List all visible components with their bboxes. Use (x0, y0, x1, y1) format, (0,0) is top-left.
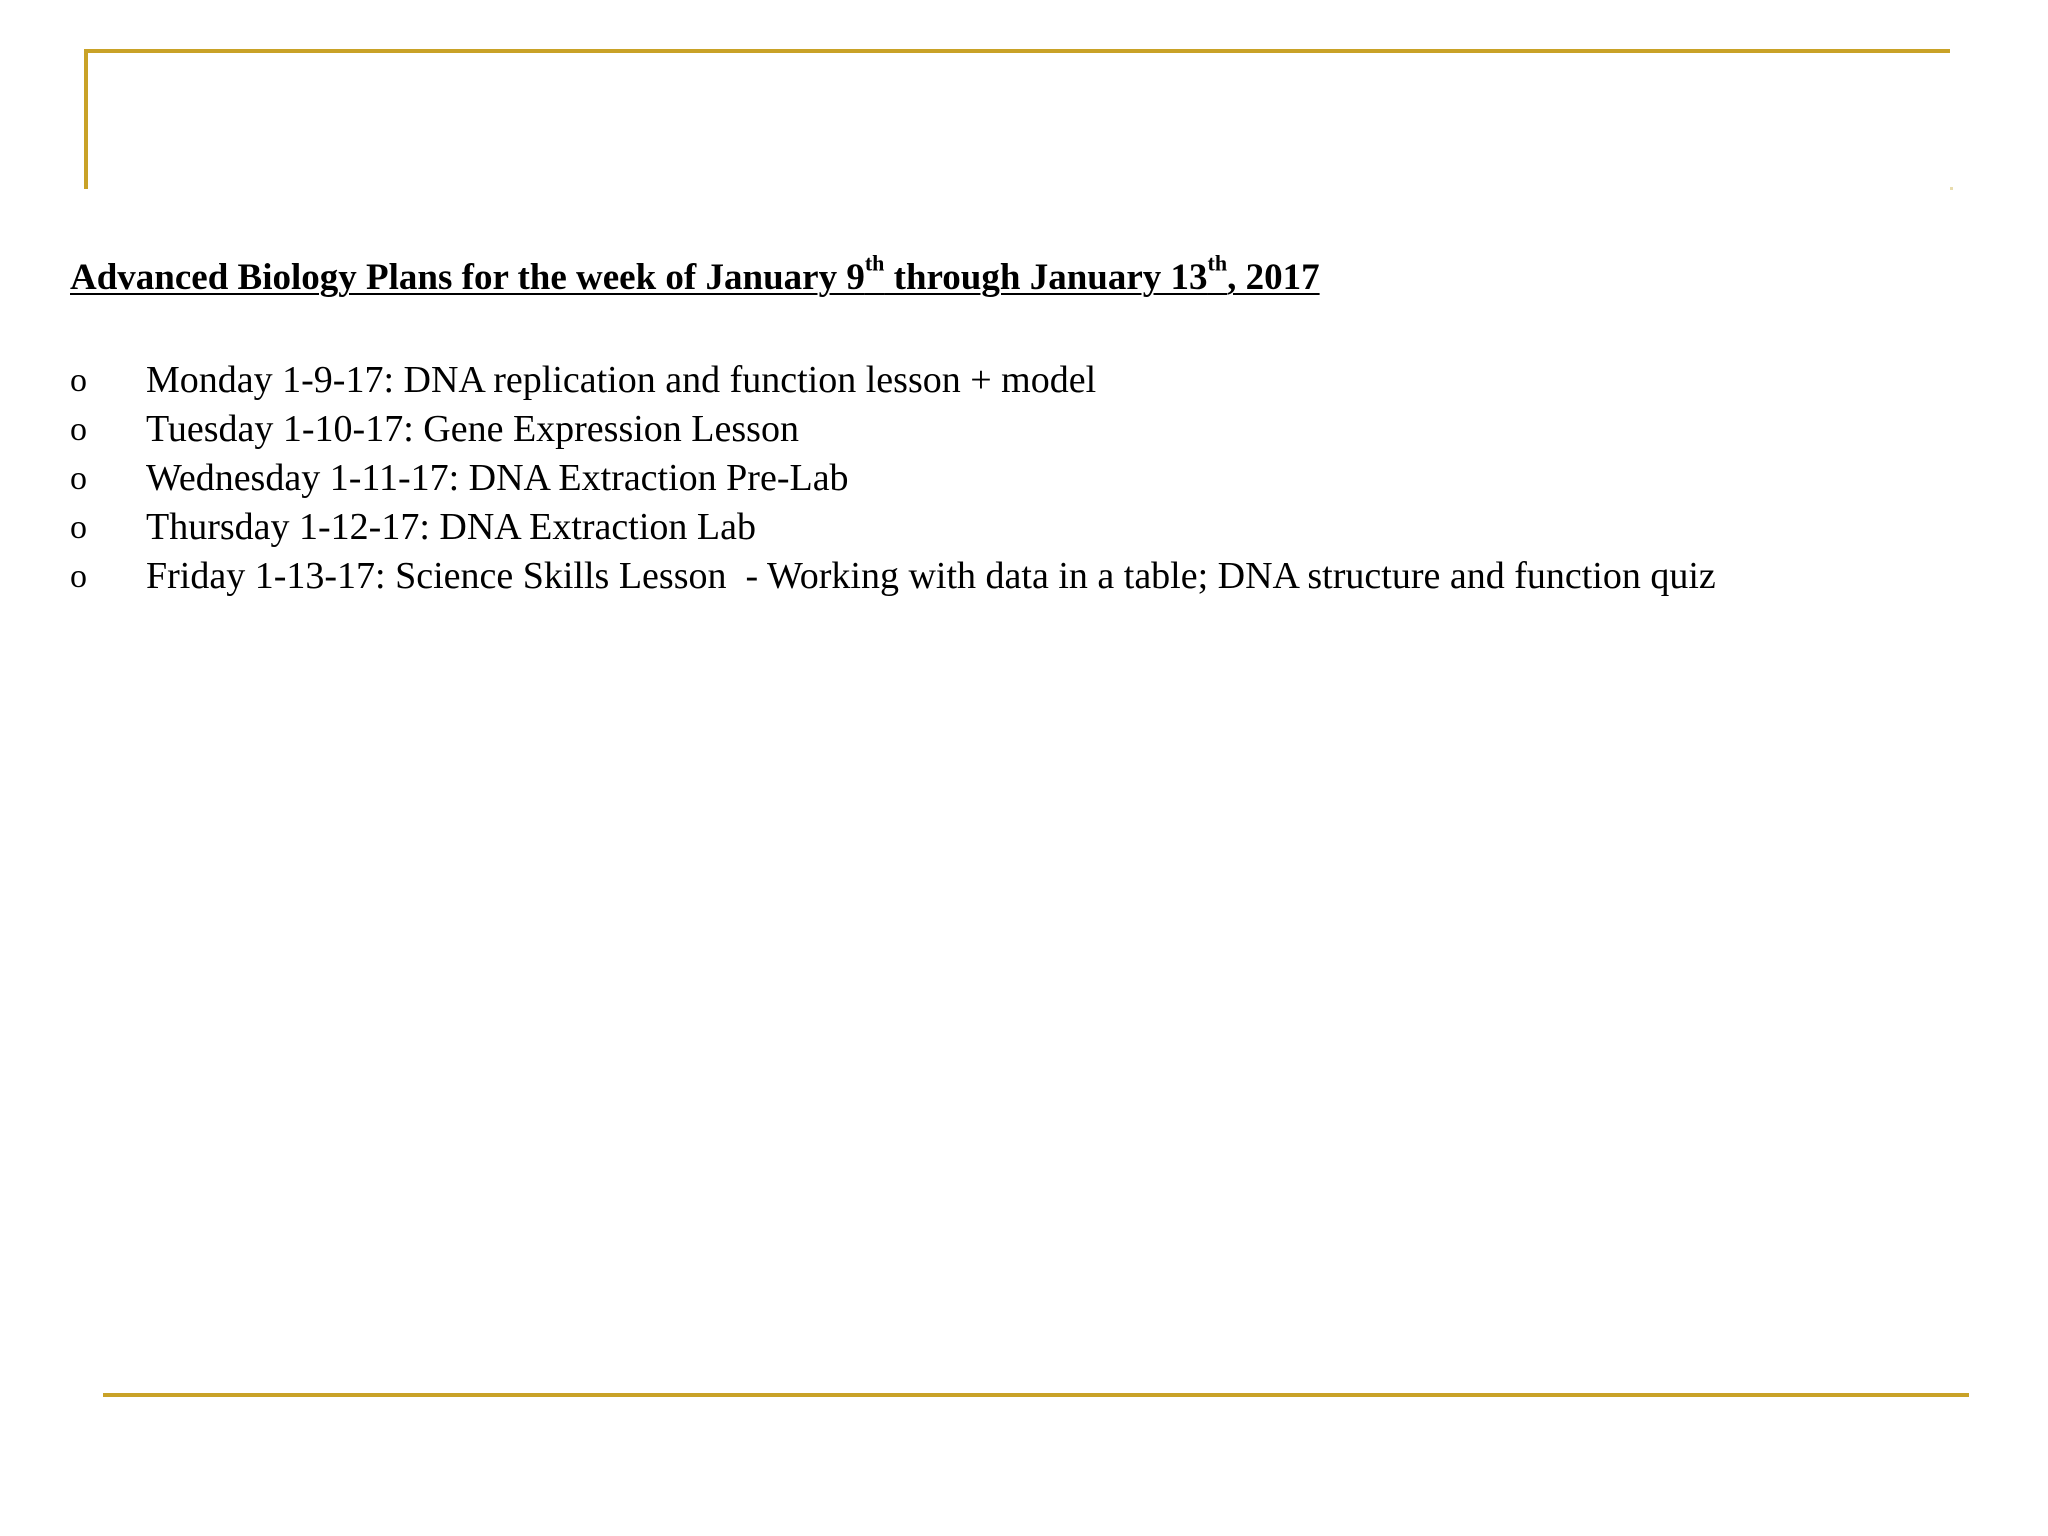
plan-item-text: Friday 1-13-17: Science Skills Lesson - Working with data in a table; DNA structure and function quiz (146, 555, 1716, 597)
title-part-1: Advanced Biology Plans for the week of January 9 (70, 257, 865, 298)
title-part-3: , 2017 (1227, 257, 1320, 298)
page-title (70, 250, 1320, 300)
bullet-icon: o (70, 509, 87, 546)
title-superscript-1: th (864, 250, 885, 276)
frame-left-rule (84, 49, 88, 189)
plan-item-thursday (70, 503, 756, 552)
plan-item-text: Thursday 1-12-17: DNA Extraction Lab (146, 506, 756, 548)
title-superscript-2: th (1207, 250, 1228, 276)
plan-item-wednesday (70, 454, 849, 503)
title-part-2: through January 13 (884, 257, 1208, 298)
plan-item-text: Wednesday 1-11-17: DNA Extraction Pre-Lab (146, 457, 849, 499)
plan-list (70, 356, 1716, 601)
plan-item-text: Monday 1-9-17: DNA replication and function lesson + model (146, 359, 1097, 401)
frame-bottom-rule (103, 1393, 1969, 1397)
plan-item-tuesday (70, 405, 799, 454)
frame-top-rule (84, 49, 1950, 53)
bullet-icon: o (70, 362, 87, 399)
bullet-icon: o (70, 411, 87, 448)
bullet-icon: o (70, 460, 87, 497)
frame-corner-mark (1950, 187, 1953, 190)
plan-item-text: Tuesday 1-10-17: Gene Expression Lesson (146, 408, 799, 450)
plan-item-monday (70, 356, 1097, 405)
bullet-icon: o (70, 558, 87, 595)
plan-item-friday (70, 552, 1716, 601)
